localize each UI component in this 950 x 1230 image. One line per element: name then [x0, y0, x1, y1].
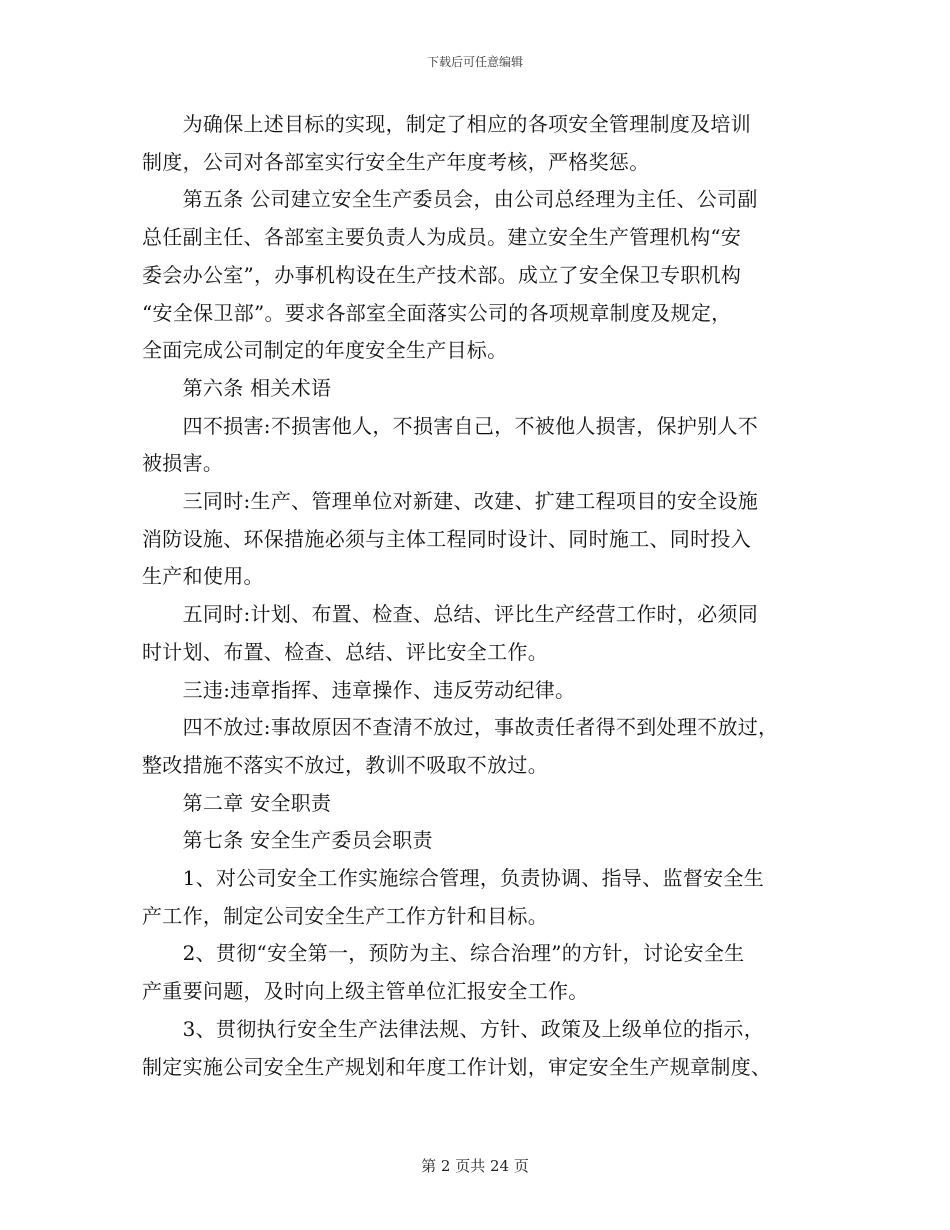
text-line: 四不损害:不损害他人，不损害自己，不被他人损害，保护别人不: [142, 413, 759, 438]
text-line: 时计划、布置、检查、总结、评比安全工作。: [142, 639, 548, 664]
text-line: 消防设施、环保措施必须与主体工程同时设计、同时施工、同时投入: [142, 526, 751, 551]
text-line: 委会办公室”，办事机构设在生产技术部。成立了安全保卫专职机构: [142, 262, 742, 287]
text-line: 产重要问题，及时向上级主管单位汇报安全工作。: [142, 979, 589, 1004]
text-line: 四不放过:事故原因不查清不放过，事故责任者得不到处理不放过，: [142, 715, 779, 740]
text-line: 三同时:生产、管理单位对新建、改建、扩建工程项目的安全设施: [142, 489, 759, 514]
text-line: 三违:违章指挥、违章操作、违反劳动纪律。: [142, 677, 576, 702]
text-line: 2、贯彻“安全第一，预防为主、综合治理”的方针，讨论安全生: [142, 941, 745, 966]
page-header: 下载后可任意编辑: [426, 55, 523, 69]
text-line: 3、贯彻执行安全生产法律法规、方针、政策及上级单位的指示，: [142, 1016, 765, 1041]
text-line: 制度，公司对各部室实行安全生产年度考核，严格奖惩。: [142, 149, 650, 174]
text-line: 五同时:计划、布置、检查、总结、评比生产经营工作时，必须同: [142, 602, 759, 627]
text-line: “安全保卫部”。要求各部室全面落实公司的各项规章制度及规定，: [142, 300, 732, 325]
text-line: 产工作，制定公司安全生产工作方针和目标。: [142, 903, 548, 928]
document-body: [142, 106, 822, 1086]
text-line: 全面完成公司制定的年度安全生产目标。: [142, 338, 508, 363]
text-line: 第五条 公司建立安全生产委员会，由公司总经理为主任、公司副: [142, 187, 758, 212]
text-line: 1、对公司安全工作实施综合管理，负责协调、指导、监督安全生: [142, 866, 765, 891]
text-line: 为确保上述目标的实现，制定了相应的各项安全管理制度及培训: [142, 112, 751, 136]
text-line: 第二章 安全职责: [142, 790, 332, 815]
text-line: 被损害。: [142, 451, 224, 476]
text-line: 生产和使用。: [142, 564, 264, 589]
text-line: 制定实施公司安全生产规划和年度工作计划，审定安全生产规章制度、: [142, 1054, 772, 1079]
text-line: 总任副主任、各部室主要负责人为成员。建立安全生产管理机构“安: [142, 225, 742, 250]
text-line: 第七条 安全生产委员会职责: [142, 828, 433, 853]
text-line: 第六条 相关术语: [142, 375, 332, 400]
page-number: 第 2 页共 24 页: [421, 1157, 529, 1175]
text-line: 整改措施不落实不放过，教训不吸取不放过。: [142, 752, 548, 777]
